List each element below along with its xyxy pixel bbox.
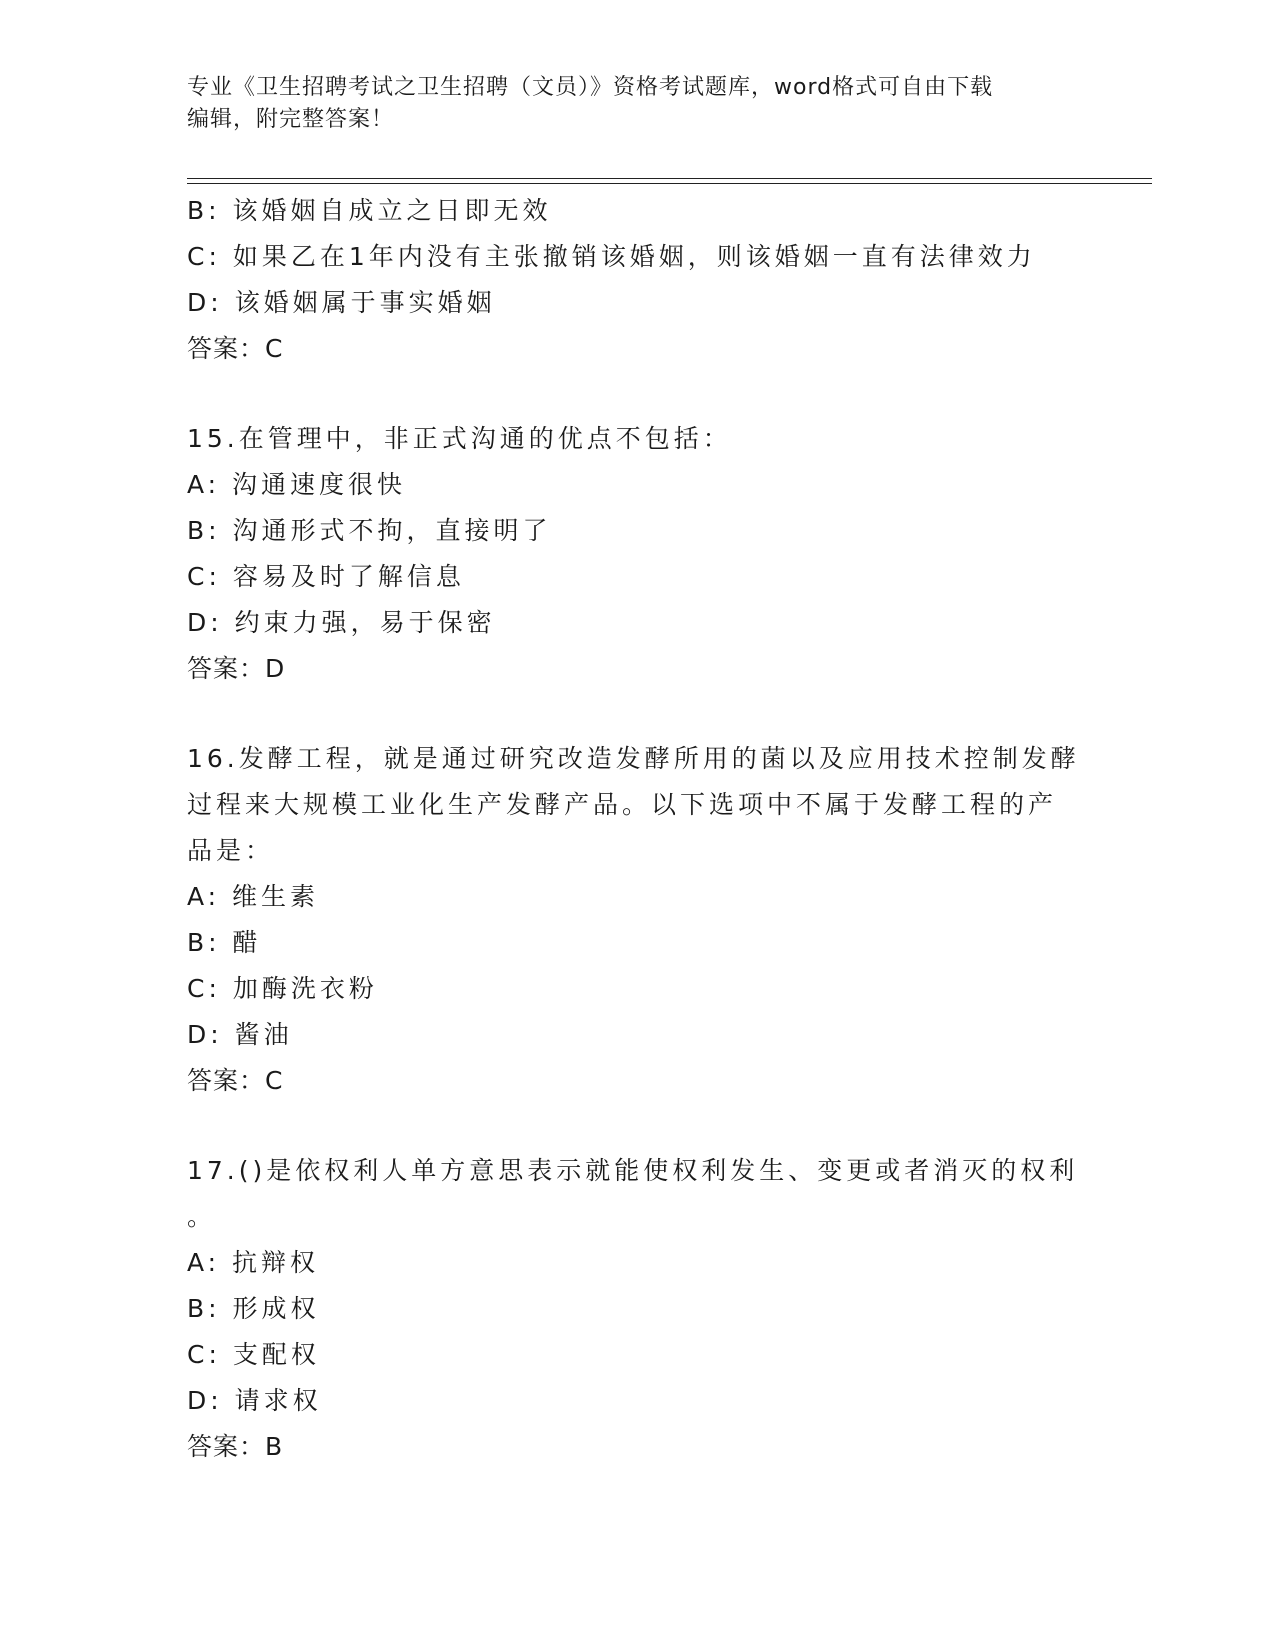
question-text	[187, 416, 1087, 462]
answer-line: 答案：C	[187, 1066, 284, 1095]
header-line-2: 编辑，附完整答案！	[187, 107, 395, 132]
question-line: 品是：	[187, 836, 275, 865]
answer-line: 答案：D	[187, 654, 286, 683]
answer-line: 答案：B	[187, 1432, 284, 1461]
option-c: C: 容易及时了解信息	[187, 562, 465, 591]
option-c: C: 支配权	[187, 1340, 320, 1369]
question-line: 过程来大规模工业化生产发酵产品。以下选项中不属于发酵工程的产	[187, 790, 1058, 819]
document-header	[187, 72, 1087, 136]
option-a: A: 维生素	[187, 882, 320, 911]
question-block	[187, 1148, 1087, 1470]
option-b: B: 沟通形式不拘，直接明了	[187, 516, 552, 545]
option-b: B: 醋	[187, 928, 262, 957]
question-line: 。	[187, 1202, 217, 1231]
option-c: C: 如果乙在1年内没有主张撤销该婚姻，则该婚姻一直有法律效力	[187, 242, 1036, 271]
question-list	[187, 188, 1087, 1514]
question-text	[187, 736, 1087, 874]
question-text	[187, 1148, 1087, 1240]
option-c: C: 加酶洗衣粉	[187, 974, 378, 1003]
answer-line: 答案：C	[187, 334, 284, 363]
option-d: D: 该婚姻属于事实婚姻	[187, 288, 496, 317]
question-line: 17.()是依权利人单方意思表示就能使权利发生、变更或者消灭的权利	[187, 1156, 1079, 1185]
question-block	[187, 188, 1087, 372]
option-d: D: 酱油	[187, 1020, 293, 1049]
question-block	[187, 416, 1087, 692]
option-d: D: 请求权	[187, 1386, 322, 1415]
question-block	[187, 736, 1087, 1104]
option-a: A: 抗辩权	[187, 1248, 320, 1277]
question-line: 16.发酵工程，就是通过研究改造发酵所用的菌以及应用技术控制发酵	[187, 744, 1080, 773]
question-line: 15.在管理中，非正式沟通的优点不包括：	[187, 424, 732, 453]
option-b: B: 形成权	[187, 1294, 320, 1323]
option-d: D: 约束力强，易于保密	[187, 608, 496, 637]
header-line-1: 专业《卫生招聘考试之卫生招聘（文员）》资格考试题库，word格式可自由下载	[187, 75, 994, 100]
option-a: A: 沟通速度很快	[187, 470, 407, 499]
header-divider-bottom	[187, 183, 1152, 184]
header-divider-top	[187, 178, 1152, 179]
option-b: B: 该婚姻自成立之日即无效	[187, 196, 552, 225]
